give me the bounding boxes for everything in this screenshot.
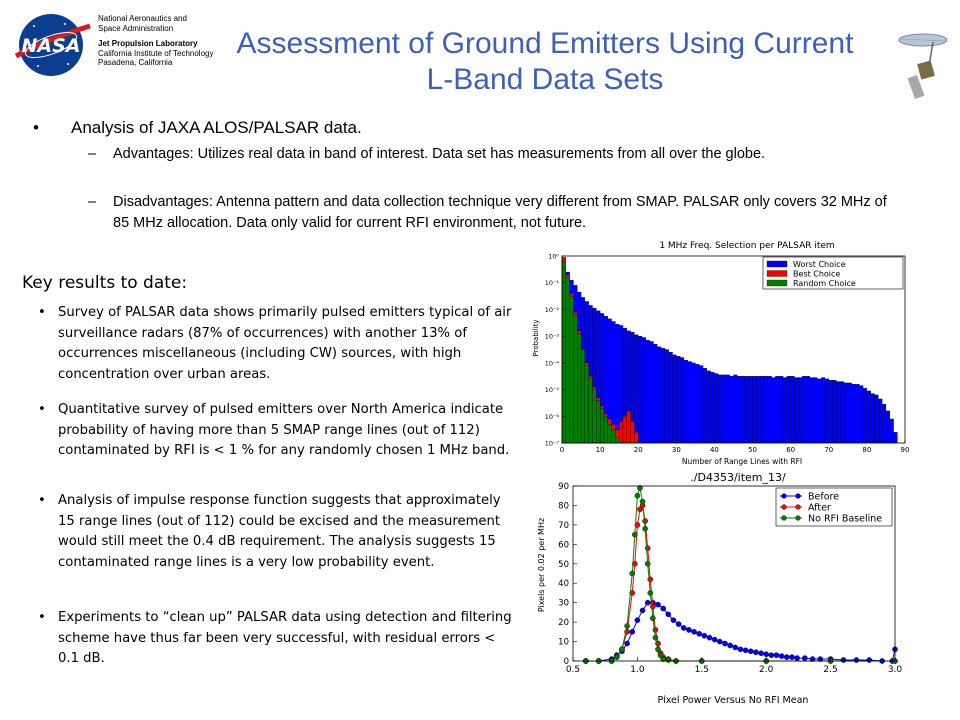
key-results-title: Key results to date: bbox=[22, 273, 188, 293]
key-result-item bbox=[38, 608, 518, 672]
y-tick-label: 10⁻⁷ bbox=[544, 439, 559, 448]
advantages-item bbox=[88, 144, 888, 186]
series-point bbox=[748, 649, 753, 654]
advantages-text: Advantages: Utilizes real data in band of interest. Data set has measurements from all over the globe. bbox=[113, 146, 766, 162]
series-point bbox=[686, 627, 691, 632]
legend-marker bbox=[796, 494, 801, 499]
x-tick-label: 1.5 bbox=[694, 665, 709, 675]
series-point bbox=[854, 657, 859, 662]
y-tick-label: 70 bbox=[558, 520, 569, 531]
histogram-bar bbox=[844, 383, 848, 443]
series-line bbox=[586, 502, 895, 661]
series-point bbox=[697, 631, 702, 636]
histogram-bar bbox=[768, 376, 772, 443]
title-line-2: L-Band Data Sets bbox=[426, 63, 664, 96]
histogram-bar bbox=[802, 376, 806, 443]
histogram-bar bbox=[783, 378, 787, 443]
histogram-bar bbox=[608, 424, 612, 443]
histogram-bar bbox=[779, 376, 783, 443]
series-point bbox=[624, 623, 629, 628]
logo-text: NASA bbox=[21, 35, 81, 57]
histogram-bar bbox=[669, 352, 673, 443]
histogram-bar bbox=[600, 408, 604, 443]
x-tick-label: 2.0 bbox=[759, 665, 774, 675]
y-tick-label: 80 bbox=[558, 501, 569, 512]
legend-label: Best Choice bbox=[793, 269, 841, 279]
histogram-bar bbox=[829, 380, 833, 443]
x-tick-label: 90 bbox=[900, 446, 910, 454]
y-tick-label: 10 bbox=[558, 637, 569, 648]
series-point bbox=[619, 647, 624, 652]
key-result-text: Survey of PALSAR data shows primarily pulsed emitters typical of air surveillance radars (87% of occurrences) with another 13% of occurrences miscellaneous (including CW) sources, with high concentration over urban areas. bbox=[58, 305, 512, 382]
histogram-bar bbox=[890, 419, 894, 443]
legend-swatch bbox=[767, 271, 787, 277]
legend-label: After bbox=[808, 502, 831, 514]
organization-block bbox=[98, 14, 213, 68]
series-point bbox=[648, 590, 653, 595]
histogram-bar bbox=[741, 376, 745, 443]
histogram-bar bbox=[684, 360, 688, 443]
series-point bbox=[643, 518, 648, 523]
histogram-bar bbox=[692, 363, 696, 443]
histogram-bar bbox=[650, 341, 654, 443]
series-point bbox=[645, 561, 650, 566]
histogram-bar bbox=[726, 375, 730, 443]
series-point bbox=[681, 625, 686, 630]
histogram-bar bbox=[585, 366, 589, 443]
histogram-bar bbox=[855, 384, 859, 443]
histogram-bar bbox=[886, 411, 890, 443]
series-point bbox=[712, 637, 717, 642]
legend-marker bbox=[782, 516, 787, 521]
x-tick-label: 30 bbox=[671, 446, 681, 454]
y-tick-label: 90 bbox=[558, 482, 569, 492]
histogram-bar bbox=[814, 378, 818, 443]
histogram-bar bbox=[581, 350, 585, 444]
histogram-bar bbox=[836, 382, 840, 443]
histogram-bar bbox=[638, 336, 642, 443]
chart2-legend bbox=[776, 488, 892, 526]
histogram-bar bbox=[833, 380, 837, 443]
histogram-bar bbox=[848, 383, 852, 443]
dash-marker: – bbox=[88, 194, 97, 210]
histogram-bar bbox=[615, 438, 619, 443]
y-tick-label: 10⁻⁴ bbox=[544, 359, 559, 368]
histogram-bar bbox=[646, 340, 650, 443]
histogram-bar bbox=[760, 376, 764, 443]
y-tick-label: 20 bbox=[558, 618, 569, 629]
bullet-dot: • bbox=[38, 402, 46, 417]
series-point bbox=[764, 652, 769, 657]
series-point bbox=[722, 641, 727, 646]
x-tick-label: 80 bbox=[862, 446, 872, 454]
series-point bbox=[640, 499, 645, 504]
histogram-bar bbox=[745, 376, 749, 443]
x-tick-label: 1.0 bbox=[630, 665, 645, 675]
x-tick-label: 10 bbox=[595, 446, 605, 454]
y-tick-label: 10⁻⁵ bbox=[544, 386, 559, 395]
histogram-bar bbox=[882, 404, 886, 443]
bullet-dot: • bbox=[38, 493, 46, 508]
histogram-bar bbox=[665, 350, 669, 444]
x-tick-label: 20 bbox=[633, 446, 643, 454]
pixel-power-line-chart bbox=[533, 468, 913, 720]
series-point bbox=[867, 657, 872, 662]
histogram-bar bbox=[615, 324, 619, 443]
disadvantages-text: Disadvantages: Antenna pattern and data collection technique very different from SMAP. PALSAR only covers 32 MHz of 85 MHz allocation. Data only valid for current RFI environment, not future. bbox=[113, 194, 887, 231]
histogram-bar bbox=[673, 355, 677, 443]
series-point bbox=[784, 655, 789, 660]
histogram-bar bbox=[875, 395, 879, 443]
histogram-bar bbox=[859, 386, 863, 443]
org-line: Space Administration bbox=[98, 23, 174, 33]
y-tick-label: 10⁻¹ bbox=[544, 279, 559, 288]
histogram-bar bbox=[730, 376, 734, 443]
lab-line: California Institute of Technology bbox=[98, 48, 214, 58]
series-point bbox=[653, 635, 658, 640]
bullet-dot: • bbox=[33, 118, 39, 137]
histogram-bar bbox=[894, 432, 898, 443]
series-point bbox=[640, 608, 645, 613]
series-point bbox=[630, 571, 635, 576]
series-point bbox=[643, 526, 648, 531]
nasa-logo bbox=[10, 12, 92, 78]
histogram-bar bbox=[806, 376, 810, 443]
series-point bbox=[789, 655, 794, 660]
series-point bbox=[655, 647, 660, 652]
histogram-bar bbox=[756, 376, 760, 443]
histogram-bar bbox=[810, 378, 814, 443]
chart2-ylabel: Pixels per 0.02 per MHz bbox=[537, 517, 546, 613]
y-tick-label: 10⁻⁶ bbox=[544, 412, 559, 421]
histogram-bar bbox=[825, 379, 829, 443]
chart2-xlabel: Pixel Power Versus No RFI Mean bbox=[657, 695, 809, 706]
series-point bbox=[650, 616, 655, 621]
histogram-bar bbox=[871, 394, 875, 443]
y-tick-label: 10⁻² bbox=[544, 305, 559, 314]
series-point bbox=[707, 635, 712, 640]
series-point bbox=[795, 655, 800, 660]
histogram-bar bbox=[764, 376, 768, 443]
histogram-bar bbox=[798, 378, 802, 443]
lab-name: Jet Propulsion Laboratory bbox=[98, 39, 198, 48]
histogram-bar bbox=[657, 347, 661, 443]
series-point bbox=[743, 648, 748, 653]
series-point bbox=[624, 641, 629, 646]
legend-marker bbox=[796, 505, 801, 510]
histogram-bar bbox=[718, 375, 722, 443]
histogram-bar bbox=[878, 399, 882, 443]
dash-marker: – bbox=[88, 146, 97, 162]
x-tick-label: 0 bbox=[559, 446, 565, 454]
legend-swatch bbox=[767, 261, 787, 267]
series-point bbox=[738, 647, 743, 652]
histogram-bar bbox=[634, 432, 638, 443]
series-point bbox=[635, 493, 640, 498]
histogram-bar bbox=[627, 411, 631, 443]
histogram-bar bbox=[661, 348, 665, 443]
series-point bbox=[769, 653, 774, 658]
histogram-bar bbox=[821, 378, 825, 443]
x-tick-label: 60 bbox=[786, 446, 796, 454]
analysis-bullet-text: Analysis of JAXA ALOS/PALSAR data. bbox=[71, 118, 362, 137]
title-line-1: Assessment of Ground Emitters Using Current bbox=[236, 27, 854, 60]
histogram-bar bbox=[573, 315, 577, 443]
histogram-bar bbox=[566, 277, 570, 443]
x-tick-label: 3.0 bbox=[887, 665, 903, 675]
series-point bbox=[728, 643, 733, 648]
series-point bbox=[717, 639, 722, 644]
y-tick-label: 30 bbox=[558, 598, 569, 609]
legend-label: No RFI Baseline bbox=[808, 513, 883, 525]
histogram-bar bbox=[570, 296, 574, 443]
chart1-ylabel: Probability bbox=[532, 319, 540, 357]
series-point bbox=[655, 602, 660, 607]
y-tick-label: 50 bbox=[558, 559, 569, 570]
chart1-title: 1 MHz Freq. Selection per PALSAR item bbox=[659, 241, 835, 251]
x-tick-label: 0.5 bbox=[565, 665, 581, 675]
histogram-bar bbox=[653, 344, 657, 443]
key-result-item bbox=[38, 400, 518, 484]
legend-label: Random Choice bbox=[793, 279, 856, 288]
histogram-bar bbox=[589, 379, 593, 443]
series-point bbox=[671, 618, 676, 623]
series-point bbox=[666, 612, 671, 617]
series-point bbox=[632, 532, 637, 537]
histogram-bar bbox=[775, 376, 779, 443]
x-tick-label: 70 bbox=[824, 446, 834, 454]
series-point bbox=[614, 655, 619, 660]
key-result-text: Quantitative survey of pulsed emitters over North America indicate probability of having more than 5 SMAP range lines (out of 112) contaminated by RFI is < 1 % for any randomly chosen 1 MHz band. bbox=[58, 402, 510, 458]
key-result-text: Experiments to “clean up” PALSAR data using detection and filtering scheme have thus far been very successful, with residual errors < 0.1 dB. bbox=[58, 610, 512, 666]
histogram-bar bbox=[794, 378, 798, 443]
series-point bbox=[733, 645, 738, 650]
y-tick-label: 10⁰ bbox=[548, 252, 559, 261]
histogram-bar bbox=[840, 382, 844, 443]
histogram-bar bbox=[592, 390, 596, 443]
series-point bbox=[653, 627, 658, 632]
histogram-bar bbox=[612, 430, 616, 443]
satellite-icon bbox=[893, 22, 953, 102]
x-tick-label: 40 bbox=[709, 446, 719, 454]
key-result-text: Analysis of impulse response function suggests that approximately 15 range lines (out of 112) could be excised and the measurement would still meet the 0.4 dB requirement. The analysis suggests 15 contaminated range lines is a very low probability event. bbox=[58, 493, 501, 570]
histogram-bar bbox=[703, 368, 707, 443]
key-result-item bbox=[38, 303, 518, 387]
histogram-bar bbox=[596, 400, 600, 443]
rfi-probability-histogram bbox=[525, 238, 925, 468]
legend-marker bbox=[796, 516, 801, 521]
histogram-bar bbox=[634, 335, 638, 443]
histogram-bar bbox=[623, 416, 627, 443]
histogram-bar bbox=[699, 366, 703, 443]
x-tick-label: 50 bbox=[748, 446, 758, 454]
histogram-bar bbox=[749, 376, 753, 443]
legend-label: Before bbox=[808, 491, 840, 503]
histogram-bar bbox=[753, 376, 757, 443]
series-point bbox=[645, 600, 650, 605]
legend-swatch bbox=[767, 280, 787, 286]
histogram-bar bbox=[695, 364, 699, 443]
histogram-bar bbox=[787, 376, 791, 443]
histogram-bar bbox=[711, 372, 715, 443]
series-point bbox=[702, 633, 707, 638]
histogram-bar bbox=[680, 358, 684, 443]
y-tick-label: 0 bbox=[563, 657, 569, 667]
series-point bbox=[802, 655, 807, 660]
histogram-bar bbox=[707, 371, 711, 443]
histogram-bar bbox=[577, 333, 581, 443]
series-point bbox=[661, 606, 666, 611]
histogram-bar bbox=[734, 375, 738, 443]
legend-marker bbox=[782, 505, 787, 510]
series-point bbox=[630, 629, 635, 634]
bullet-dot: • bbox=[38, 305, 46, 320]
histogram-bar bbox=[867, 391, 871, 443]
histogram-bar bbox=[604, 416, 608, 443]
y-tick-label: 10⁻³ bbox=[544, 332, 559, 341]
histogram-bar bbox=[619, 422, 623, 443]
series-point bbox=[779, 654, 784, 659]
chart1-legend bbox=[763, 257, 903, 289]
series-point bbox=[691, 629, 696, 634]
histogram-bar bbox=[631, 422, 635, 443]
series-point bbox=[666, 657, 671, 662]
histogram-bar bbox=[863, 388, 867, 443]
histogram-bar bbox=[722, 375, 726, 443]
series-point bbox=[753, 650, 758, 655]
y-tick-label: 60 bbox=[558, 540, 569, 551]
series-point bbox=[774, 653, 779, 658]
histogram-bar bbox=[714, 374, 718, 443]
legend-label: Worst Choice bbox=[793, 260, 846, 269]
histogram-bar bbox=[772, 378, 776, 443]
series-point bbox=[758, 651, 763, 656]
chart1-xlabel: Number of Range Lines with RFI bbox=[681, 457, 803, 466]
y-tick-label: 40 bbox=[558, 579, 569, 590]
chart2-title: ./D4353/item_13/ bbox=[690, 471, 786, 484]
histogram-bar bbox=[642, 337, 646, 443]
histogram-bar bbox=[791, 376, 795, 443]
key-result-item bbox=[38, 491, 518, 595]
series-point bbox=[645, 546, 650, 551]
histogram-bar bbox=[688, 362, 692, 443]
x-tick-label: 2.5 bbox=[823, 665, 838, 675]
legend-marker bbox=[782, 494, 787, 499]
series-point bbox=[841, 657, 846, 662]
histogram-bar bbox=[852, 384, 856, 443]
bullet-dot: • bbox=[38, 610, 46, 625]
series-point bbox=[635, 618, 640, 623]
histogram-bar bbox=[562, 261, 566, 443]
lab-line: Pasadena, California bbox=[98, 58, 173, 67]
histogram-bar bbox=[737, 376, 741, 443]
histogram-bar bbox=[817, 379, 821, 443]
histogram-bar bbox=[676, 356, 680, 443]
series-point bbox=[676, 621, 681, 626]
page-title bbox=[200, 26, 890, 98]
org-line: National Aeronautics and bbox=[98, 14, 187, 23]
